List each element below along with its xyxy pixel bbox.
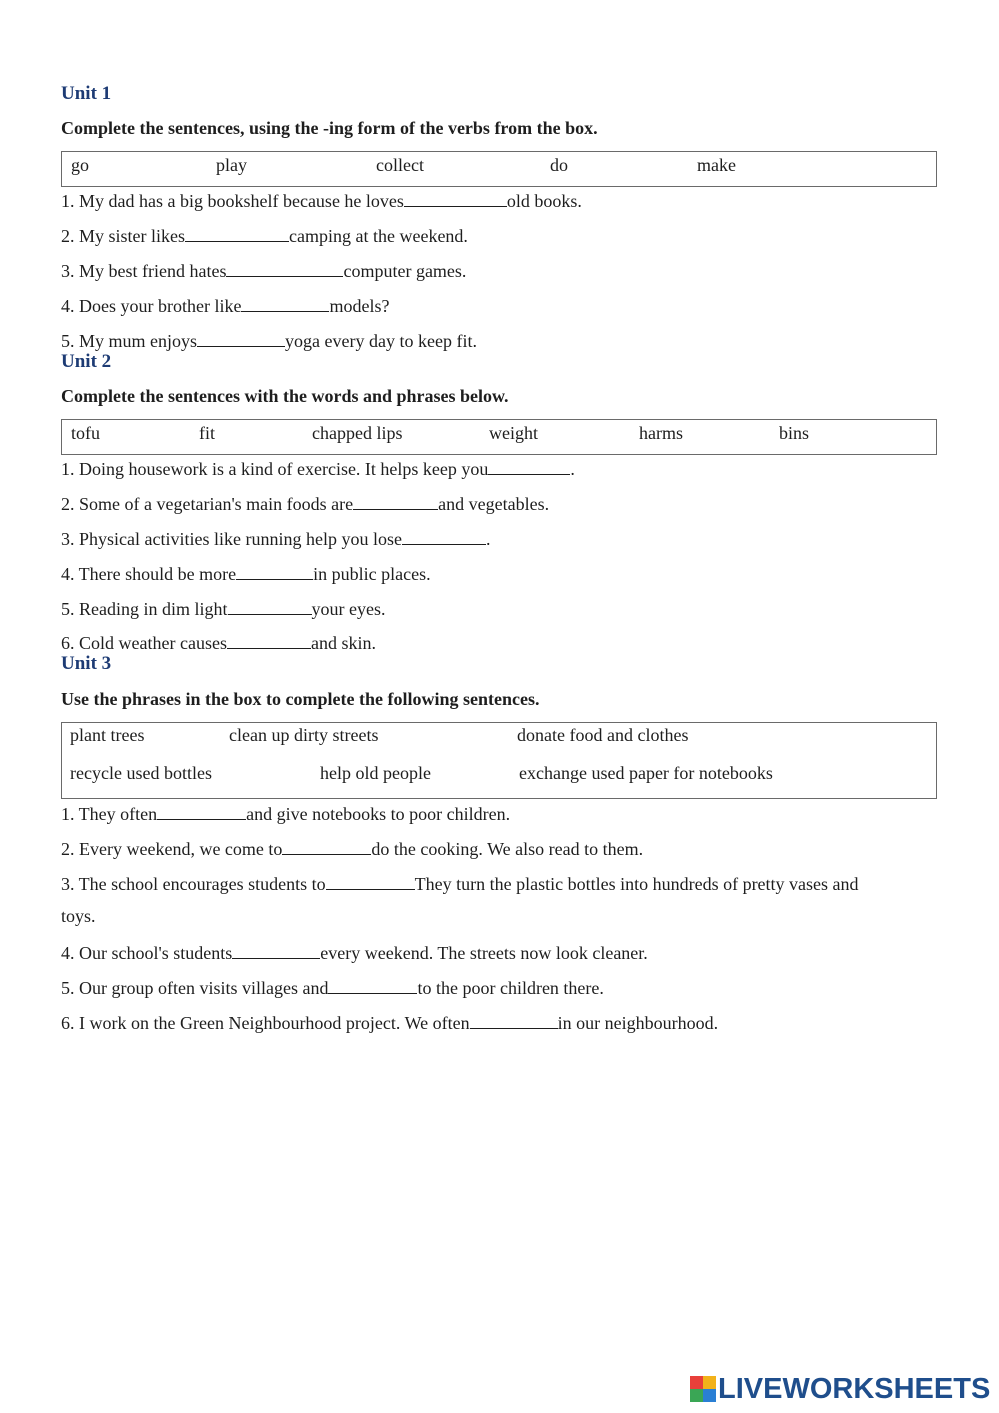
phrase-box-item: donate food and clothes xyxy=(517,725,689,745)
answer-blank[interactable] xyxy=(282,837,371,855)
answer-blank[interactable] xyxy=(404,189,507,207)
sentence: 4. Our school's students every weekend. The streets now look cleaner. xyxy=(61,943,648,963)
answer-blank[interactable] xyxy=(402,527,486,545)
sentence: 4. Does your brother like models? xyxy=(61,296,390,316)
word-box-item: go xyxy=(71,155,89,175)
liveworksheets-logo-icon xyxy=(690,1376,716,1402)
answer-blank[interactable] xyxy=(227,631,311,649)
sentence: 1. My dad has a big bookshelf because he loves old books. xyxy=(61,191,582,211)
sentence: 1. Doing housework is a kind of exercise. It helps keep you . xyxy=(61,459,575,479)
word-box-item: do xyxy=(550,155,568,175)
phrase-box-item: help old people xyxy=(320,763,431,783)
unit-2-instruction: Complete the sentences with the words and phrases below. xyxy=(61,386,509,406)
sentence: 6. I work on the Green Neighbourhood project. We often in our neighbourhood. xyxy=(61,1013,719,1033)
answer-blank[interactable] xyxy=(197,329,285,347)
phrase-box-item: clean up dirty streets xyxy=(229,725,379,745)
phrase-box-item: exchange used paper for notebooks xyxy=(519,763,773,783)
unit-3-instruction: Use the phrases in the box to complete the following sentences. xyxy=(61,689,540,709)
unit-1-instruction: Complete the sentences, using the -ing form of the verbs from the box. xyxy=(61,118,598,138)
word-box-item: weight xyxy=(489,423,538,443)
unit-3-title: Unit 3 xyxy=(61,653,112,674)
unit-1-word-box xyxy=(61,151,937,187)
answer-blank[interactable] xyxy=(241,294,329,312)
answer-blank[interactable] xyxy=(157,802,246,820)
answer-blank[interactable] xyxy=(236,562,313,580)
phrase-box-item: recycle used bottles xyxy=(70,763,212,783)
sentence: 4. There should be more in public places. xyxy=(61,564,431,584)
word-box-item: chapped lips xyxy=(312,423,403,443)
answer-blank[interactable] xyxy=(226,259,343,277)
sentence: 5. Our group often visits villages and to the poor children there. xyxy=(61,978,604,998)
unit-3-phrase-box xyxy=(61,722,937,799)
logo-text: LIVEWORKSHEETS xyxy=(718,1372,991,1405)
word-box-item: fit xyxy=(199,423,215,443)
answer-blank[interactable] xyxy=(185,224,289,242)
unit-2-title: Unit 2 xyxy=(61,351,112,372)
word-box-item: tofu xyxy=(71,423,100,443)
sentence-continuation: toys. xyxy=(61,906,96,926)
sentence: 1. They often and give notebooks to poor children. xyxy=(61,804,511,824)
answer-blank[interactable] xyxy=(488,457,570,475)
answer-blank[interactable] xyxy=(353,492,438,510)
word-box-item: bins xyxy=(779,423,810,443)
answer-blank[interactable] xyxy=(328,976,417,994)
sentence: 2. Every weekend, we come to do the cooking. We also read to them. xyxy=(61,839,644,859)
sentence: 3. My best friend hates computer games. xyxy=(61,261,467,281)
answer-blank[interactable] xyxy=(326,872,415,890)
word-box-item: collect xyxy=(376,155,424,175)
word-box-item: play xyxy=(216,155,247,175)
phrase-box-item: plant trees xyxy=(70,725,145,745)
sentence: 2. Some of a vegetarian's main foods are and vegetables. xyxy=(61,494,550,514)
word-box-item: harms xyxy=(639,423,683,443)
sentence: 2. My sister likes camping at the weekend. xyxy=(61,226,468,246)
sentence: 5. Reading in dim light your eyes. xyxy=(61,599,386,619)
answer-blank[interactable] xyxy=(470,1011,558,1029)
answer-blank[interactable] xyxy=(228,597,312,615)
liveworksheets-logo xyxy=(690,1374,990,1404)
sentence: 3. Physical activities like running help you lose . xyxy=(61,529,491,549)
sentence: 5. My mum enjoys yoga every day to keep fit. xyxy=(61,331,477,351)
sentence: 6. Cold weather causes and skin. xyxy=(61,633,376,653)
unit-2-word-box xyxy=(61,419,937,455)
sentence: 3. The school encourages students to They turn the plastic bottles into hundreds of pretty vases and xyxy=(61,874,859,894)
answer-blank[interactable] xyxy=(232,941,320,959)
unit-1-title: Unit 1 xyxy=(61,83,112,104)
word-box-item: make xyxy=(697,155,736,175)
